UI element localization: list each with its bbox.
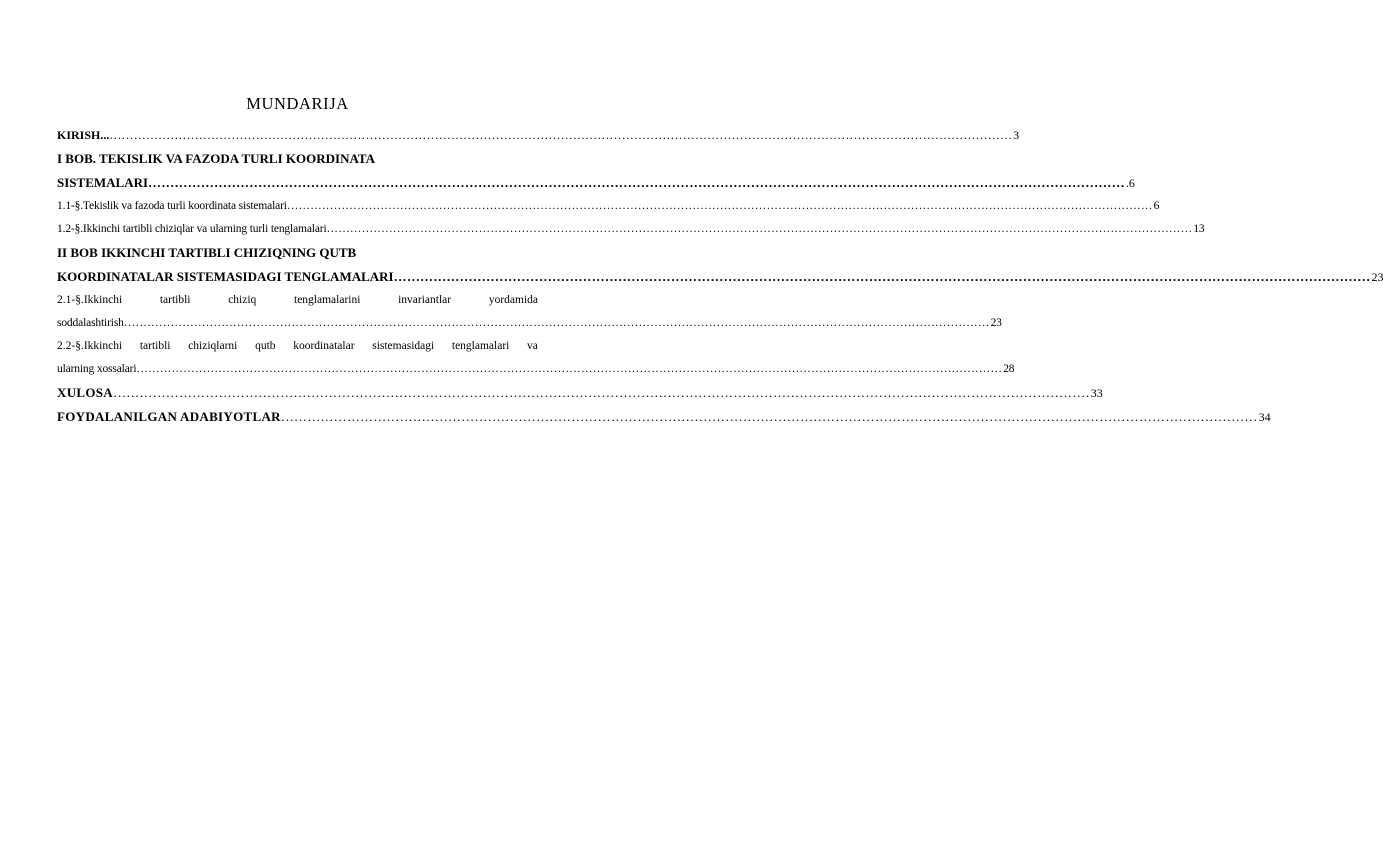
toc-page-number: 6 [1153,200,1160,212]
toc-word: tenglamalari [451,340,510,352]
toc-entry-label: KOORDINATALAR SISTEMASIDAGI TENGLAMALARI [57,269,394,284]
toc-entry-bob-2 [57,241,1383,289]
toc-page-number: 33 [1090,386,1103,400]
toc-word: sistemasidagi [372,340,435,352]
toc-entry-label: SISTEMALARI [57,175,149,190]
dot-leader: …………………………………………………………………………………………………………………………………………………………………………………………………… [280,409,1258,424]
dot-leader: …………………………………………………………………………………………………………………………………………………………………………………………………… [109,128,1013,142]
toc-entry-line [57,171,1135,195]
toc-word: 2.1-§.Ikkinchi [57,294,123,306]
toc-entry-section-2-2 [57,335,1015,381]
toc-entry-adabiyotlar [57,405,1271,429]
toc-word: tartibli [159,294,191,306]
toc-entry-section-1-1 [57,195,1160,218]
page-title: MUNDARIJA [246,94,349,113]
toc-word: koordinatalar [293,340,355,352]
toc-entry-bob-1 [57,147,1135,195]
toc-entry-label: 1.1-§.Tekislik va fazoda turli koordinata sistemalari [57,200,287,212]
toc-entry-label: I BOB. TEKISLIK VA FAZODA TURLI KOORDINATA [57,151,375,166]
toc-word: tartibli [139,340,171,352]
toc-entry-section-2-1 [57,289,1002,335]
dot-leader: …………………………………………………………………………………………………………………………………………………………………………………………………… [136,363,1003,375]
toc-page-number: 28 [1003,363,1015,375]
toc-entry-label: II BOB IKKINCHI TARTIBLI CHIZIQNING QUTB [57,245,357,260]
toc-word: yordamida [488,294,538,306]
toc-page-number: 3 [1013,128,1020,142]
dot-leader: …………………………………………………………………………………………………………………………………………………………………………………………………… [123,317,990,329]
toc-entry-line [57,312,1002,335]
dot-leader: …………………………………………………………………………………………………………………………………………………………………………………………………… [148,175,1125,190]
toc-page-number: 23 [990,317,1002,329]
toc-page-number: 23 [1371,270,1383,284]
toc-page-number: .6 [1125,176,1135,190]
toc-entry-section-1-2 [57,218,1205,241]
toc-entry-line [57,265,1383,289]
toc-word: chiziqlarni [188,340,238,352]
toc-entry-label: 1.2-§.Ikkinchi tartibli chiziqlar va ularning turli tenglamalari [57,223,327,235]
toc-word: va [527,340,538,352]
dot-leader: …………………………………………………………………………………………………………………………………………………………………………………………………… [112,385,1090,400]
toc-word: chiziq [228,294,257,306]
toc-entry-label [57,289,538,312]
table-of-contents [57,124,1383,429]
toc-word: 2.2-§.Ikkinchi [57,340,123,352]
toc-page-number: 13 [1193,223,1205,235]
dot-leader: …………………………………………………………………………………………………………………………………………………………………………………………………… [286,200,1153,212]
toc-entry-label: soddalashtirish [57,317,124,329]
toc-entry-label [57,335,538,358]
toc-entry-label: KIRISH... [57,128,110,142]
toc-entry-xulosa [57,381,1103,405]
toc-word: tenglamalarini [294,294,361,306]
toc-entry-kirish [57,124,1020,147]
toc-word: qutb [255,340,276,352]
toc-entry-label: ularning xossalari [57,363,137,375]
toc-entry-line [57,358,1015,381]
toc-entry-label: FOYDALANILGAN ADABIYOTLAR [57,409,281,424]
dot-leader: …………………………………………………………………………………………………………………………………………………………………………………………………… [326,223,1193,235]
toc-page-number: 34 [1258,410,1271,424]
toc-word: invariantlar [398,294,452,306]
toc-entry-label: XULOSA [57,385,113,400]
dot-leader: …………………………………………………………………………………………………………………………………………………………………………………………………… [393,269,1371,284]
